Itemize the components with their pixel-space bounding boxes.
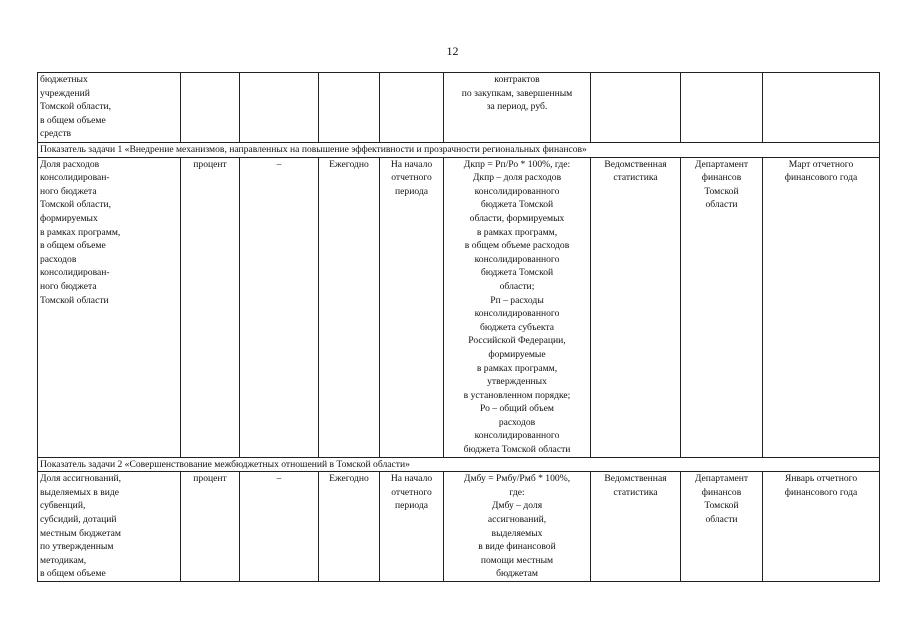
text-line: области, формируемых	[469, 212, 565, 224]
text-line: Томской	[704, 500, 739, 512]
text-line: области	[705, 514, 738, 526]
text-line: ного бюджета	[40, 185, 97, 197]
text-line: статистика	[613, 486, 658, 498]
text-line: консолидирован-	[40, 172, 110, 184]
indicators-table	[37, 72, 880, 582]
continuation-row	[38, 73, 880, 143]
text-line: в рамках программ,	[476, 226, 558, 238]
table-row	[38, 472, 880, 582]
text-line: в рамках программ,	[476, 362, 558, 374]
text-line: консолидированного	[474, 430, 560, 442]
section-header-1	[38, 143, 880, 158]
text-line: Томской области	[40, 294, 109, 306]
text-line: Томской области,	[40, 199, 112, 211]
text-line: за период, руб.	[486, 101, 548, 113]
text-line: в общем объеме	[40, 240, 106, 252]
text-line: бюджетам	[496, 568, 538, 580]
text-line: формируемые	[488, 348, 546, 360]
table-row	[38, 157, 880, 457]
text-line: Ро – общий объем	[480, 403, 554, 415]
responsible-cell	[681, 157, 763, 457]
deadline-cell	[763, 157, 880, 457]
text-line: в рамках программ,	[40, 226, 121, 238]
text-line: финансов	[701, 172, 742, 184]
text-line: Дкпр – доля расходов	[472, 172, 562, 184]
text-line: где:	[509, 486, 525, 498]
text-line: На начало	[390, 158, 433, 170]
text-line: в общем объеме	[40, 568, 106, 580]
section-header-2	[38, 457, 880, 472]
text-line: консолидированного	[474, 253, 560, 265]
text-line: ассигнований,	[487, 514, 547, 526]
method-cell	[591, 157, 681, 457]
date-cell	[380, 472, 444, 582]
text-line: финансового года	[784, 486, 858, 498]
text-line: периода	[395, 185, 428, 197]
text-line: бюджета Томской области	[463, 444, 571, 456]
text-line: финансов	[701, 486, 742, 498]
text-line: ного бюджета	[40, 280, 97, 292]
text-line: Дкпр = Рп/Ро * 100%, где:	[463, 158, 571, 170]
text-line: выделяемых	[491, 527, 543, 539]
formula-cell	[444, 157, 591, 457]
text-line: помощи местным	[480, 554, 554, 566]
indicator-cell	[38, 157, 181, 457]
section-title: Показатель задачи 1 «Внедрение механизмов, направленных на повышение эффективности и прозрачности региональных финансов»	[38, 143, 880, 158]
text-line: бюджета Томской	[480, 267, 554, 279]
text-line: Доля расходов	[40, 158, 100, 170]
periodicity-cell: Ежегодно	[319, 472, 380, 582]
text-line: Ведомственная	[604, 473, 667, 485]
text-line: расходов	[498, 416, 536, 428]
text-line: Дмбу = Рмбу/Рмб * 100%,	[463, 473, 571, 485]
text-line: контрактов	[494, 74, 540, 85]
text-line: выделяемых в виде	[40, 486, 120, 498]
formula-cell	[444, 472, 591, 582]
text-line: утвержденных	[487, 376, 547, 388]
text-line: области	[705, 199, 738, 211]
text-line: отчетного	[391, 172, 432, 184]
text-line: формируемых	[40, 212, 98, 224]
text-line: по утвержденным	[40, 541, 114, 553]
text-line: методикам,	[40, 554, 87, 566]
text-line: субвенций,	[40, 500, 86, 512]
text-line: области;	[499, 280, 535, 292]
text-line: средств	[40, 128, 72, 140]
indicator-cell	[38, 472, 181, 582]
text-line: отчетного	[391, 486, 432, 498]
unit-cell: процент	[181, 472, 240, 582]
deadline-cell	[763, 472, 880, 582]
section-title: Показатель задачи 2 «Совершенствование межбюджетных отношений в Томской области»	[38, 457, 880, 472]
text-line: Департамент	[694, 158, 749, 170]
text-line: Доля ассигнований,	[40, 473, 122, 485]
text-line: расходов	[40, 253, 77, 265]
text-line: в установленном порядке;	[463, 389, 571, 401]
formula-cell	[444, 73, 591, 143]
text-line: бюджета Томской	[480, 199, 554, 211]
text-line: консолидирован-	[40, 267, 110, 279]
text-line: субсидий, дотаций	[40, 514, 117, 526]
text-line: Рп – расходы	[490, 294, 544, 306]
text-line: финансового года	[784, 172, 858, 184]
method-cell	[591, 472, 681, 582]
text-line: местным бюджетам	[40, 527, 121, 539]
dash-cell: –	[240, 472, 319, 582]
text-line: Департамент	[694, 473, 749, 485]
text-line: Томской области,	[40, 101, 112, 113]
responsible-cell	[681, 472, 763, 582]
text-line: Ведомственная	[604, 158, 667, 170]
text-line: периода	[395, 500, 428, 512]
text-line: Январь отчетного	[784, 473, 858, 485]
text-line: учреждений	[40, 87, 90, 99]
unit-cell: процент	[181, 157, 240, 457]
text-line: Российской Федерации,	[468, 335, 566, 347]
text-line: Март отчетного	[788, 158, 854, 170]
periodicity-cell: Ежегодно	[319, 157, 380, 457]
text-line: по закупкам, завершенным	[461, 87, 573, 99]
text-line: Дмбу – доля	[491, 500, 543, 512]
text-line: бюджетных	[40, 74, 88, 85]
text-line: На начало	[390, 473, 433, 485]
text-line: консолидированного	[474, 308, 560, 320]
text-line: бюджета субъекта	[480, 321, 554, 333]
page-number: 12	[446, 44, 459, 58]
text-line: в виде финансовой	[478, 541, 556, 553]
indicator-cell	[38, 73, 181, 143]
date-cell	[380, 157, 444, 457]
dash-cell: –	[240, 157, 319, 457]
text-line: консолидированного	[474, 185, 560, 197]
text-line: в общем объеме	[40, 114, 106, 126]
text-line: в общем объеме расходов	[464, 240, 570, 252]
text-line: статистика	[613, 172, 658, 184]
text-line: Томской	[704, 185, 739, 197]
